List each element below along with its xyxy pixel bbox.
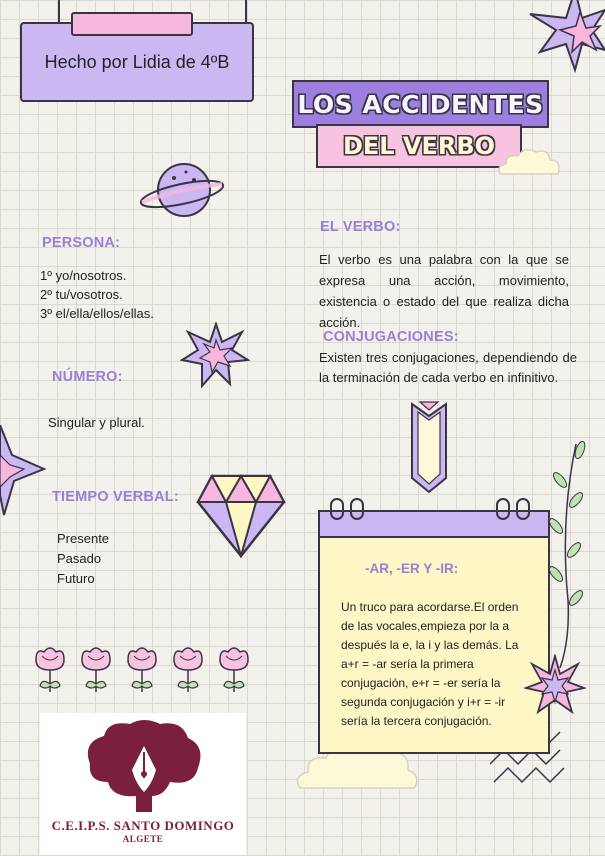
sign-tab [71,12,193,36]
conjugaciones-text: Existen tres conjugaciones, dependiendo de la terminación de cada verbo en infinitivo. [319,350,577,385]
notepad-ring [496,498,510,520]
flower-icon [128,648,156,692]
verbo-text: El verbo es una palabra con la que se expresa una acción, movimiento, existencia o estado del que realiza dicha acción. [319,252,569,330]
school-town: ALGETE [122,834,164,844]
diamond-icon [196,472,286,558]
persona-item: 1º yo/nosotros. [40,268,127,283]
flower-icon [82,648,110,692]
flower-icon [174,648,202,692]
verbo-heading: EL VERBO: [320,219,401,235]
notepad-text: Un truco para acordarse.El orden de las vocales,empieza por la a después la e, la i y las demás. La a+r = -ar sería la primera conjugación, e+r = -er sería la segunda conjugación y i+r = -ir sería la tercera conjugación. [341,600,519,728]
numero-heading: NÚMERO: [52,369,123,385]
conjugaciones-heading: CONJUGACIONES: [323,329,459,345]
flower-icon [36,648,64,692]
persona-item: 2º tu/vosotros. [40,287,123,302]
tiempo-list [57,529,109,589]
sign-string [58,0,60,24]
cloud-icon [494,144,564,176]
planet-icon [138,158,226,222]
notepad-ring [350,498,364,520]
persona-item: 3º el/ella/ellos/ellas. [40,306,154,321]
leaf-branch-icon [546,440,586,670]
numero-text: Singular y plural. [48,415,145,430]
star-icon [520,0,605,90]
school-name: C.E.I.P.S. SANTO DOMINGO [51,818,235,833]
notepad-ring [330,498,344,520]
flower-icon [220,648,248,692]
tiempo-heading: TIEMPO VERBAL: [52,489,179,505]
title-line-1 [292,80,549,128]
persona-list [40,266,154,323]
author-text: Hecho por Lidia de 4ºB [44,51,230,72]
pen-nib-tree-icon [82,716,206,820]
title-line-2 [316,124,522,168]
persona-heading: PERSONA: [42,235,121,251]
star-icon [524,654,586,716]
notepad-ring [516,498,530,520]
tiempo-item: Presente [57,531,110,546]
arrow-down-icon [408,400,450,496]
title-line-1-text: LOS ACCIDENTES [297,89,544,119]
tiempo-item: Pasado [57,551,102,566]
notepad-heading: -AR, -ER Y -IR: [365,561,459,576]
flower-row [28,644,252,696]
star-icon [180,322,250,390]
title-line-2-text: DEL VERBO [342,132,496,160]
sign-string [245,0,247,24]
star-icon [0,425,48,521]
tiempo-item: Futuro [57,571,95,586]
